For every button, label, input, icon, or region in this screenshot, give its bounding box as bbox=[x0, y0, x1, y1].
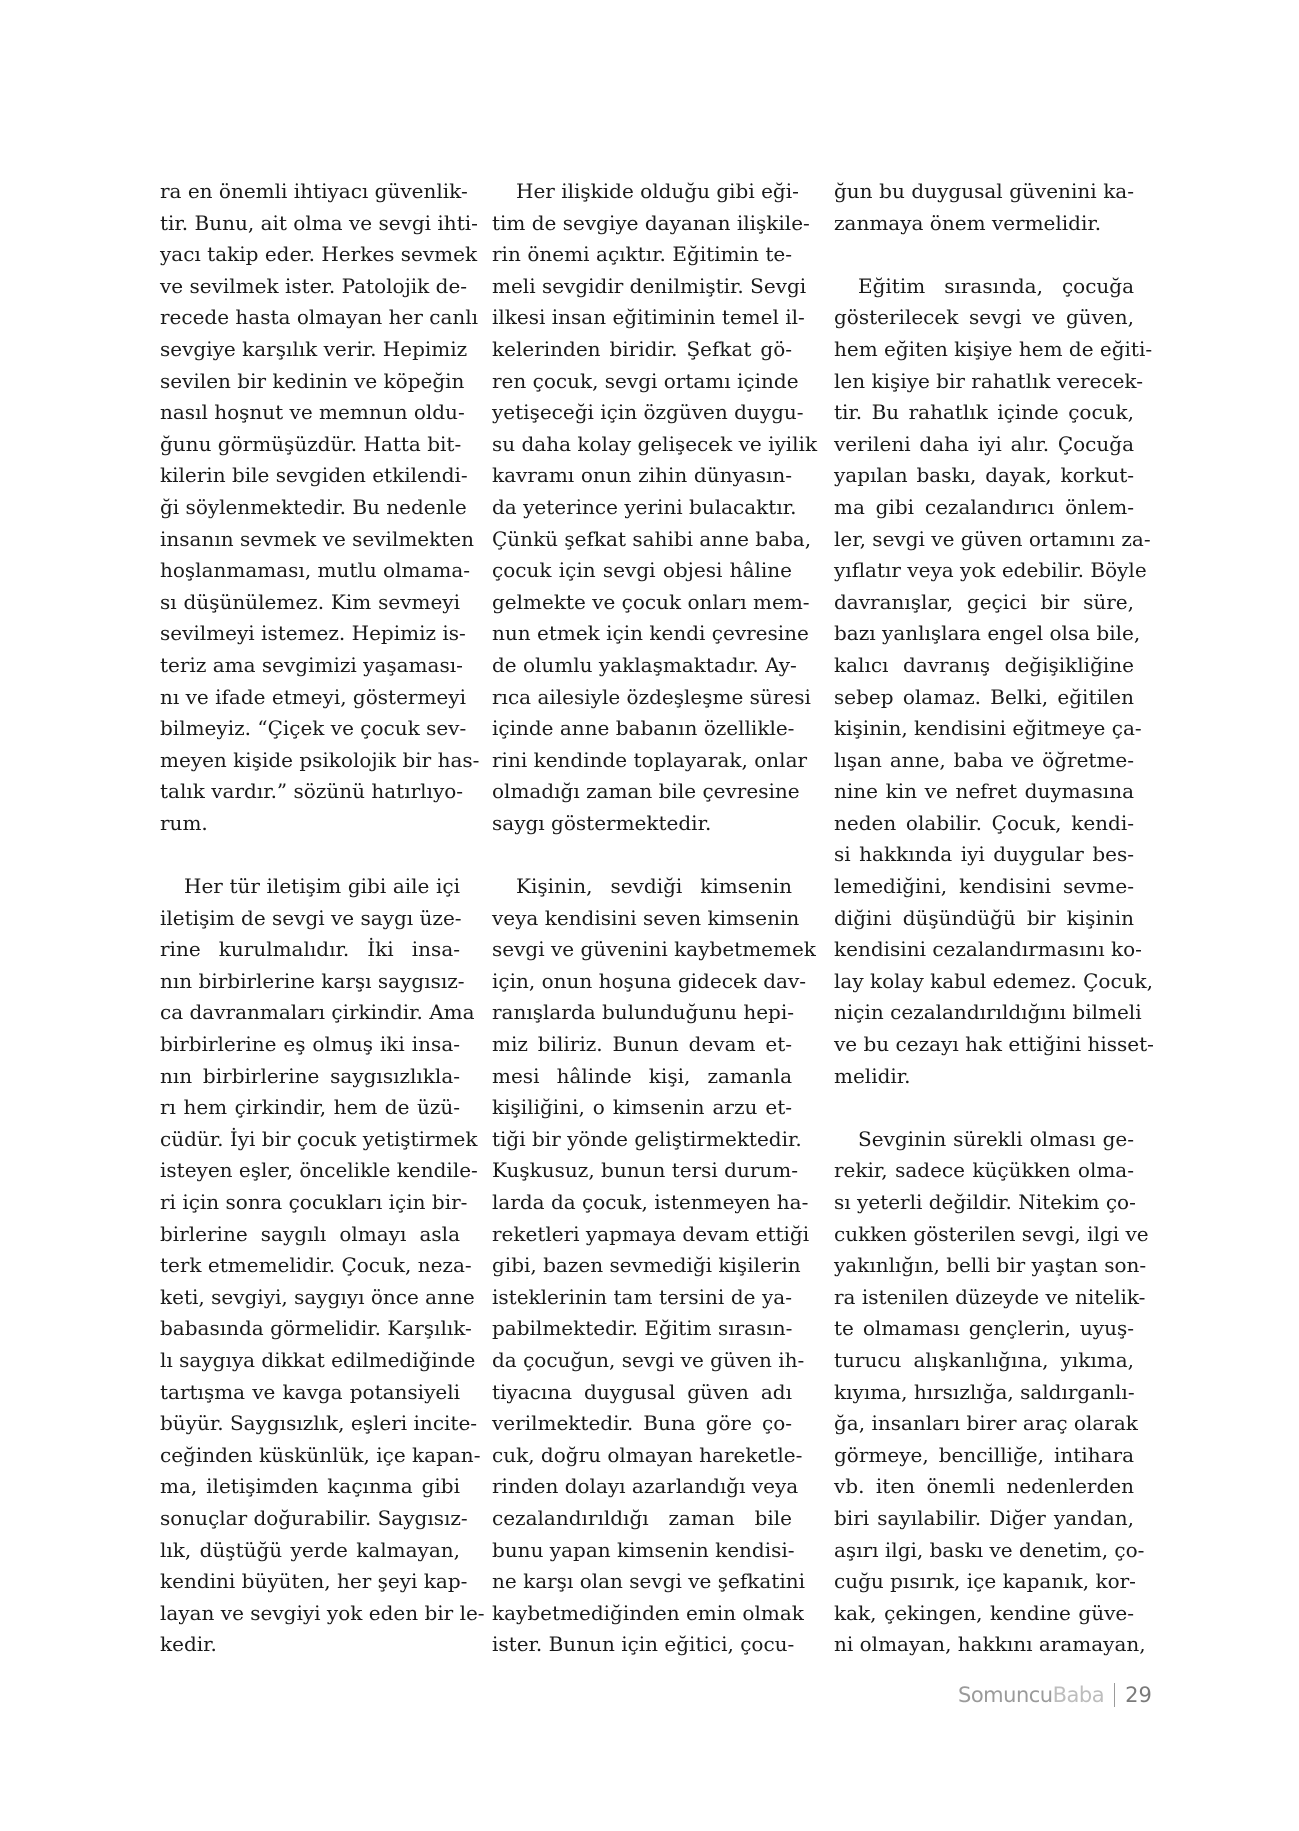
text-line: nı ve ifade etmeyi, göstermeyi bbox=[160, 684, 466, 709]
logo-somuncu: Somuncu bbox=[958, 1683, 1053, 1707]
text-line: Kuşkusuz, bunun tersi durum- bbox=[492, 1158, 799, 1183]
text-line: insanın sevmek ve sevilmekten bbox=[160, 526, 475, 551]
text-line: ma gibi cezalandırıcı önlem- bbox=[834, 494, 1134, 519]
text-line: rin önemi açıktır. Eğitimin te- bbox=[492, 242, 792, 267]
text-line: neden olabilir. Çocuk, kendi- bbox=[834, 810, 1134, 835]
text-line: cuk, doğru olmayan hareketle- bbox=[492, 1442, 803, 1467]
text-line: rinden dolayı azarlandığı veya bbox=[492, 1474, 799, 1499]
text-line: yıflatır veya yok edebilir. Böyle bbox=[834, 558, 1147, 583]
text-line: görmeye, bencilliğe, intihara bbox=[834, 1442, 1134, 1467]
text-line: su daha kolay gelişecek ve iyilik bbox=[492, 431, 818, 456]
text-line: çocuk için sevgi objesi hâline bbox=[492, 558, 792, 583]
text-line: için, onun hoşuna gidecek dav- bbox=[492, 968, 806, 993]
text-line: ren çocuk, sevgi ortamı içinde bbox=[492, 368, 799, 393]
text-line: recede hasta olmayan her canlı bbox=[160, 305, 479, 330]
text-line: bunu yapan kimsenin kendisi- bbox=[492, 1537, 795, 1562]
text-column-2 bbox=[492, 176, 818, 1661]
paragraph-gap bbox=[834, 239, 1134, 271]
text-line: rı hem çirkindir, hem de üzü- bbox=[160, 1095, 460, 1120]
text-line: Sevginin sürekli olması ge- bbox=[858, 1126, 1134, 1151]
magazine-logo bbox=[958, 1683, 1104, 1707]
paragraph-gap bbox=[160, 839, 460, 871]
text-line: tim de sevgiye dayanan ilişkile- bbox=[492, 210, 810, 235]
logo-baba: Baba bbox=[1052, 1683, 1105, 1707]
text-line: kilerin bile sevgiden etkilendi- bbox=[160, 463, 468, 488]
text-line: ler, sevgi ve güven ortamını za- bbox=[834, 526, 1151, 551]
text-line: vb. iten önemli nedenlerden bbox=[834, 1474, 1134, 1499]
text-line: iletişim de sevgi ve saygı üze- bbox=[160, 905, 462, 930]
text-line: larda da çocuk, istenmeyen ha- bbox=[492, 1190, 809, 1214]
text-line: sevgi ve güvenini kaybetmemek bbox=[492, 937, 816, 962]
text-line: ğun bu duygusal güvenini ka- bbox=[834, 179, 1134, 203]
text-line: nın birbirlerine karşı saygısız- bbox=[160, 968, 465, 993]
paragraph bbox=[160, 176, 480, 839]
text-line: ğunu görmüşüzdür. Hatta bit- bbox=[160, 431, 462, 456]
text-line: ri için sonra çocukları için bir- bbox=[160, 1190, 468, 1214]
text-line: cüdür. İyi bir çocuk yetiştirmek bbox=[160, 1126, 478, 1151]
text-line: ve sevilmek ister. Patolojik de- bbox=[160, 273, 468, 298]
paragraph bbox=[160, 871, 485, 1661]
text-line: kak, çekingen, kendine güve- bbox=[834, 1600, 1134, 1625]
text-line: te olmaması gençlerin, uyuş- bbox=[834, 1316, 1134, 1341]
text-line: isteklerinin tam tersini de ya- bbox=[492, 1284, 792, 1309]
text-line: ra en önemli ihtiyacı güvenlik- bbox=[160, 179, 468, 203]
text-line: sı yeterli değildir. Nitekim ço- bbox=[834, 1190, 1136, 1214]
text-line: cukken gösterilen sevgi, ilgi ve bbox=[834, 1221, 1149, 1246]
paragraph bbox=[492, 176, 818, 839]
text-column-1 bbox=[160, 176, 485, 1661]
text-line: sevilen bir kedinin ve köpeğin bbox=[160, 368, 465, 393]
text-line: cuğu pısırık, içe kapanık, kor- bbox=[834, 1569, 1136, 1594]
text-line: rıca ailesiyle özdeşleşme süresi bbox=[492, 684, 811, 709]
text-line: ni olmayan, hakkını aramayan, bbox=[834, 1632, 1146, 1657]
text-line: melidir. bbox=[834, 1063, 911, 1088]
paragraph bbox=[834, 176, 1134, 239]
text-line: biri sayılabilir. Diğer yandan, bbox=[834, 1505, 1134, 1530]
text-line: da çocuğun, sevgi ve güven ih- bbox=[492, 1347, 805, 1372]
text-line: nine kin ve nefret duymasına bbox=[834, 779, 1134, 804]
text-line: yapılan baskı, dayak, korkut- bbox=[834, 463, 1134, 488]
text-line: turucu alışkanlığına, yıkıma, bbox=[834, 1347, 1134, 1372]
paragraph-gap bbox=[834, 1092, 1134, 1124]
text-line: gösterilecek sevgi ve güven, bbox=[834, 305, 1134, 330]
text-line: ve bu cezayı hak ettiğini hisset- bbox=[834, 1032, 1154, 1057]
text-line: birbirlerine eş olmuş iki insa- bbox=[160, 1032, 460, 1057]
text-line: gibi, bazen sevmediği kişilerin bbox=[492, 1253, 801, 1278]
text-line: reketleri yapmaya devam ettiği bbox=[492, 1221, 810, 1246]
text-line: isteyen eşler, öncelikle kendile- bbox=[160, 1158, 478, 1183]
text-line: ister. Bunun için eğitici, çocu- bbox=[492, 1632, 795, 1657]
text-line: aşırı ilgi, baskı ve denetim, ço- bbox=[834, 1537, 1145, 1562]
text-line: len kişiye bir rahatlık verecek- bbox=[834, 368, 1143, 393]
text-line: sebep olamaz. Belki, eğitilen bbox=[834, 684, 1134, 709]
text-line: ca davranmaları çirkindir. Ama bbox=[160, 1000, 475, 1025]
text-line: kıyıma, hırsızlığa, saldırganlı- bbox=[834, 1379, 1135, 1404]
text-line: ilkesi insan eğitiminin temel il- bbox=[492, 305, 805, 330]
text-line: nın birbirlerine saygısızlıkla- bbox=[160, 1063, 460, 1088]
text-line: ne karşı olan sevgi ve şefkatini bbox=[492, 1569, 805, 1594]
text-line: pabilmektedir. Eğitim sırasın- bbox=[492, 1316, 793, 1341]
text-line: ma, iletişimden kaçınma gibi bbox=[160, 1474, 460, 1499]
text-line: Çünkü şefkat sahibi anne baba, bbox=[492, 526, 812, 551]
text-line: saygı göstermektedir. bbox=[492, 810, 712, 835]
text-line: Her ilişkide olduğu gibi eği- bbox=[516, 179, 799, 203]
text-line: tiği bir yönde geliştirmektedir. bbox=[492, 1126, 802, 1151]
page-number: 29 bbox=[1125, 1683, 1152, 1707]
text-line: ğa, insanları birer araç olarak bbox=[834, 1411, 1138, 1436]
text-line: keti, sevgiyi, saygıyı önce anne bbox=[160, 1284, 475, 1309]
text-line: nasıl hoşnut ve memnun oldu- bbox=[160, 400, 465, 425]
text-line: niçin cezalandırıldığını bilmeli bbox=[834, 1000, 1142, 1025]
text-line: hoşlanmaması, mutlu olmama- bbox=[160, 558, 471, 583]
text-line: Her tür iletişim gibi aile içi bbox=[184, 874, 460, 899]
text-line: kavramı onun zihin dünyasın- bbox=[492, 463, 792, 488]
text-line: kedir. bbox=[160, 1632, 217, 1657]
text-line: tir. Bu rahatlık içinde çocuk, bbox=[834, 400, 1134, 425]
text-line: kaybetmediğinden emin olmak bbox=[492, 1600, 804, 1625]
text-line: verilmektedir. Buna göre ço- bbox=[492, 1411, 792, 1436]
text-line: ranışlarda bulunduğunu hepi- bbox=[492, 1000, 794, 1025]
text-line: kalıcı davranış değişikliğine bbox=[834, 652, 1134, 677]
text-line: teriz ama sevgimizi yaşaması- bbox=[160, 652, 463, 677]
text-line: gelmekte ve çocuk onları mem- bbox=[492, 589, 810, 614]
text-line: ceğinden küskünlük, içe kapan- bbox=[160, 1442, 481, 1467]
text-line: verileni daha iyi alır. Çocuğa bbox=[834, 431, 1134, 456]
text-line: kişiliğini, o kimsenin arzu et- bbox=[492, 1095, 792, 1120]
text-line: sevgiye karşılık verir. Hepimiz bbox=[160, 336, 468, 361]
paragraph bbox=[492, 871, 816, 1661]
text-line: hem eğiten kişiye hem de eğiti- bbox=[834, 336, 1153, 361]
text-line: tiyacına duygusal güven adı bbox=[492, 1379, 792, 1404]
text-line: kendisini cezalandırmasını ko- bbox=[834, 937, 1142, 962]
paragraph bbox=[834, 271, 1154, 1092]
text-line: lışan anne, baba ve öğretme- bbox=[834, 747, 1134, 772]
text-line: babasında görmelidir. Karşılık- bbox=[160, 1316, 472, 1341]
paragraph-gap bbox=[492, 839, 792, 871]
text-line: da yeterince yerini bulacaktır. bbox=[492, 494, 797, 519]
text-line: miz biliriz. Bunun devam et- bbox=[492, 1032, 792, 1057]
text-line: lı saygıya dikkat edilmediğinde bbox=[160, 1347, 476, 1372]
text-line: kendini büyüten, her şeyi kap- bbox=[160, 1569, 468, 1594]
text-line: terk etmemelidir. Çocuk, neza- bbox=[160, 1253, 472, 1278]
text-line: mesi hâlinde kişi, zamanla bbox=[492, 1063, 792, 1088]
text-line: ra istenilen düzeyde ve nitelik- bbox=[834, 1284, 1146, 1309]
text-line: lay kolay kabul edemez. Çocuk, bbox=[834, 968, 1154, 993]
text-line: cezalandırıldığı zaman bile bbox=[492, 1505, 792, 1530]
text-line: meli sevgidir denilmiştir. Sevgi bbox=[492, 273, 807, 298]
text-line: ği söylenmektedir. Bu nedenle bbox=[160, 494, 467, 519]
text-line: sevilmeyi istemez. Hepimiz is- bbox=[160, 621, 466, 646]
text-line: bilmeyiz. “Çiçek ve çocuk sev- bbox=[160, 716, 467, 741]
paragraph bbox=[834, 1124, 1149, 1661]
text-line: bazı yanlışlara engel olsa bile, bbox=[834, 621, 1141, 646]
text-line: Kişinin, sevdiği kimsenin bbox=[516, 874, 792, 899]
text-line: birlerine saygılı olmayı asla bbox=[160, 1221, 460, 1246]
text-line: sonuçlar doğurabilir. Saygısız- bbox=[160, 1505, 468, 1530]
text-line: lık, düştüğü yerde kalmayan, bbox=[160, 1537, 460, 1562]
text-line: yakınlığın, belli bir yaştan son- bbox=[834, 1253, 1147, 1278]
text-line: diğini düşündüğü bir kişinin bbox=[834, 905, 1134, 930]
text-line: tartışma ve kavga potansiyeli bbox=[160, 1379, 460, 1404]
footer-divider bbox=[1114, 1683, 1115, 1707]
text-line: yacı takip eder. Herkes sevmek bbox=[160, 242, 478, 267]
text-line: de olumlu yaklaşmaktadır. Ay- bbox=[492, 652, 797, 677]
text-line: talık vardır.” sözünü hatırlıyo- bbox=[160, 779, 464, 804]
text-line: rini kendinde toplayarak, onlar bbox=[492, 747, 808, 772]
page-footer bbox=[958, 1680, 1152, 1710]
text-line: kişinin, kendisini eğitmeye ça- bbox=[834, 716, 1142, 741]
text-line: davranışlar, geçici bir süre, bbox=[834, 589, 1134, 614]
text-line: tir. Bunu, ait olma ve sevgi ihti- bbox=[160, 210, 478, 235]
text-line: rine kurulmalıdır. İki insa- bbox=[160, 937, 460, 962]
text-line: si hakkında iyi duygular bes- bbox=[834, 842, 1134, 867]
text-line: sı düşünülemez. Kim sevmeyi bbox=[160, 589, 460, 614]
text-line: Eğitim sırasında, çocuğa bbox=[858, 273, 1134, 298]
text-line: olmadığı zaman bile çevresine bbox=[492, 779, 800, 804]
text-line: rum. bbox=[160, 810, 208, 835]
text-line: lemediğini, kendisini sevme- bbox=[834, 874, 1134, 899]
text-line: layan ve sevgiyi yok eden bir le- bbox=[160, 1600, 485, 1625]
text-line: yetişeceği için özgüven duygu- bbox=[492, 400, 804, 425]
text-line: veya kendisini seven kimsenin bbox=[492, 905, 800, 930]
text-line: kelerinden biridir. Şefkat gö- bbox=[492, 336, 792, 361]
text-line: meyen kişide psikolojik bir has- bbox=[160, 747, 480, 772]
text-line: rekir, sadece küçükken olma- bbox=[834, 1158, 1134, 1183]
text-line: içinde anne babanın özellikle- bbox=[492, 716, 795, 741]
text-line: nun etmek için kendi çevresine bbox=[492, 621, 809, 646]
text-column-3 bbox=[834, 176, 1154, 1661]
text-line: zanmaya önem vermelidir. bbox=[834, 210, 1102, 235]
text-line: büyür. Saygısızlık, eşleri incite- bbox=[160, 1411, 478, 1436]
